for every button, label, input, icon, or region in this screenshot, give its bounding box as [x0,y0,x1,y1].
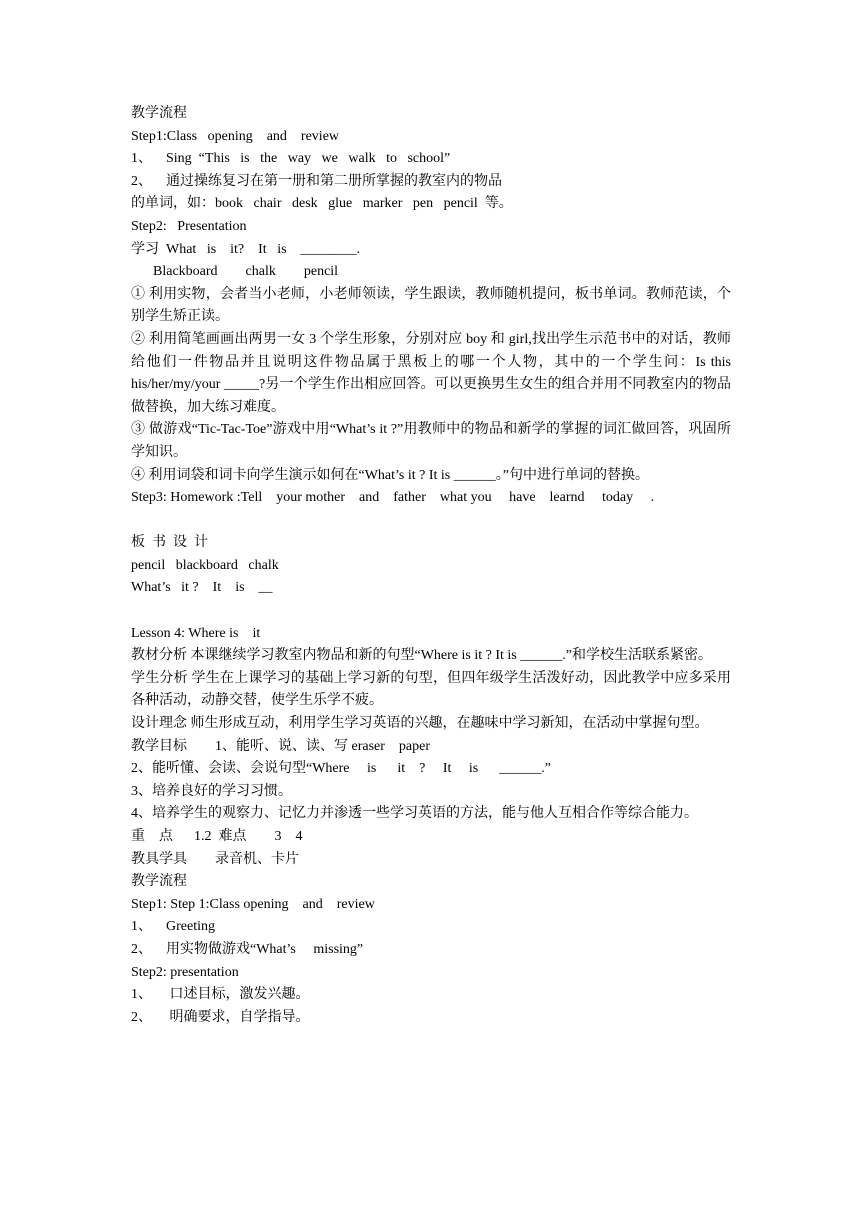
step2-title: Step2: Presentation [131,218,247,234]
step2-title: Step2: presentation [131,964,239,980]
goal-item: 教学目标 1、能听、说、读、写 eraser paper [131,738,431,754]
list-item-continued: 的单词，如：book chair desk glue marker pen pencil 等。 [131,196,513,212]
goal-item: 2、能听懂、会读、会说句型“Where is it ? It is ______.” [131,761,551,777]
step1-title: Step1: Step 1:Class opening and review [131,896,375,912]
goal-item: 4、培养学生的观察力、记忆力并渗透一些学习英语的方法，能与他人互相合作等综合能力。 [131,806,698,822]
list-item: 1、 口述目标，激发兴趣。 [131,987,310,1003]
list-item: 1、 Sing “This is the way we walk to school” [131,151,451,167]
board-sentence: What’s it ? It is __ [131,580,273,596]
paragraph: 教材分析 本课继续学习教室内物品和新的句型“Where is it ? It is ______.”和学校生活联系紧密。 [131,648,712,664]
paragraph: ② 利用简笔画画出两男一女 3 个学生形象，分别对应 boy 和 girl,找出学生示范书中的对话，教师给他们一件物品并且说明这件物品属于黑板上的哪一个人物，其中的一个学生问：Is this his/her/my/your _____?另一个学生作出相应回答。可以更换男生女生的组合并用不同教室内的物品做替换，加大练习难度。 [131,331,731,415]
learn-sentence: 学习 What is it? It is ________. [131,241,361,257]
document-page [131,103,731,1029]
paragraph: ① 利用实物，会者当小老师，小老师领读，学生跟读，教师随机提问，板书单词。教师范读，个别学生矫正读。 [131,286,731,325]
board-heading: 板 书 设 计 [131,535,208,551]
board-words: pencil blackboard chalk [131,557,279,573]
list-item: 2、 通过操练复习在第一册和第二册所掌握的教室内的物品 [131,173,502,189]
list-item: 1、 Greeting [131,919,215,935]
section-heading: 教学流程 [131,874,187,890]
paragraph: 学生分析 学生在上课学习的基础上学习新的句型，但四年级学生活泼好动，因此教学中应多采用各种活动，动静交替，使学生乐学不疲。 [131,670,731,709]
list-item: 2、 明确要求，自学指导。 [131,1009,310,1025]
lesson-title: Lesson 4: Where is it [131,625,261,641]
tools: 教具学具 录音机、卡片 [131,851,299,867]
paragraph: 设计理念 师生形成互动，利用学生学习英语的兴趣，在趣味中学习新知，在活动中掌握句型。 [131,716,709,732]
list-item: 2、 用实物做游戏“What’s missing” [131,941,364,957]
goal-item: 3、培养良好的学习习惯。 [131,783,292,799]
step1-title: Step1:Class opening and review [131,128,340,144]
spacer [131,510,731,533]
step3-title: Step3: Homework :Tell your mother and father what you have learnd today . [131,490,655,506]
section-heading: 教学流程 [131,106,187,121]
vocab-words: Blackboard chalk pencil [153,264,339,280]
key-points: 重 点 1.2 难点 3 4 [131,829,303,844]
paragraph: ④ 利用词袋和词卡向学生演示如何在“What’s it ? It is ______。”句中进行单词的替换。 [131,467,649,483]
paragraph: ③ 做游戏“Tic-Tac-Toe”游戏中用“What’s it ?”用教师中的物品和新学的掌握的词汇做回答，巩固所学知识。 [131,422,731,460]
spacer [131,600,731,623]
